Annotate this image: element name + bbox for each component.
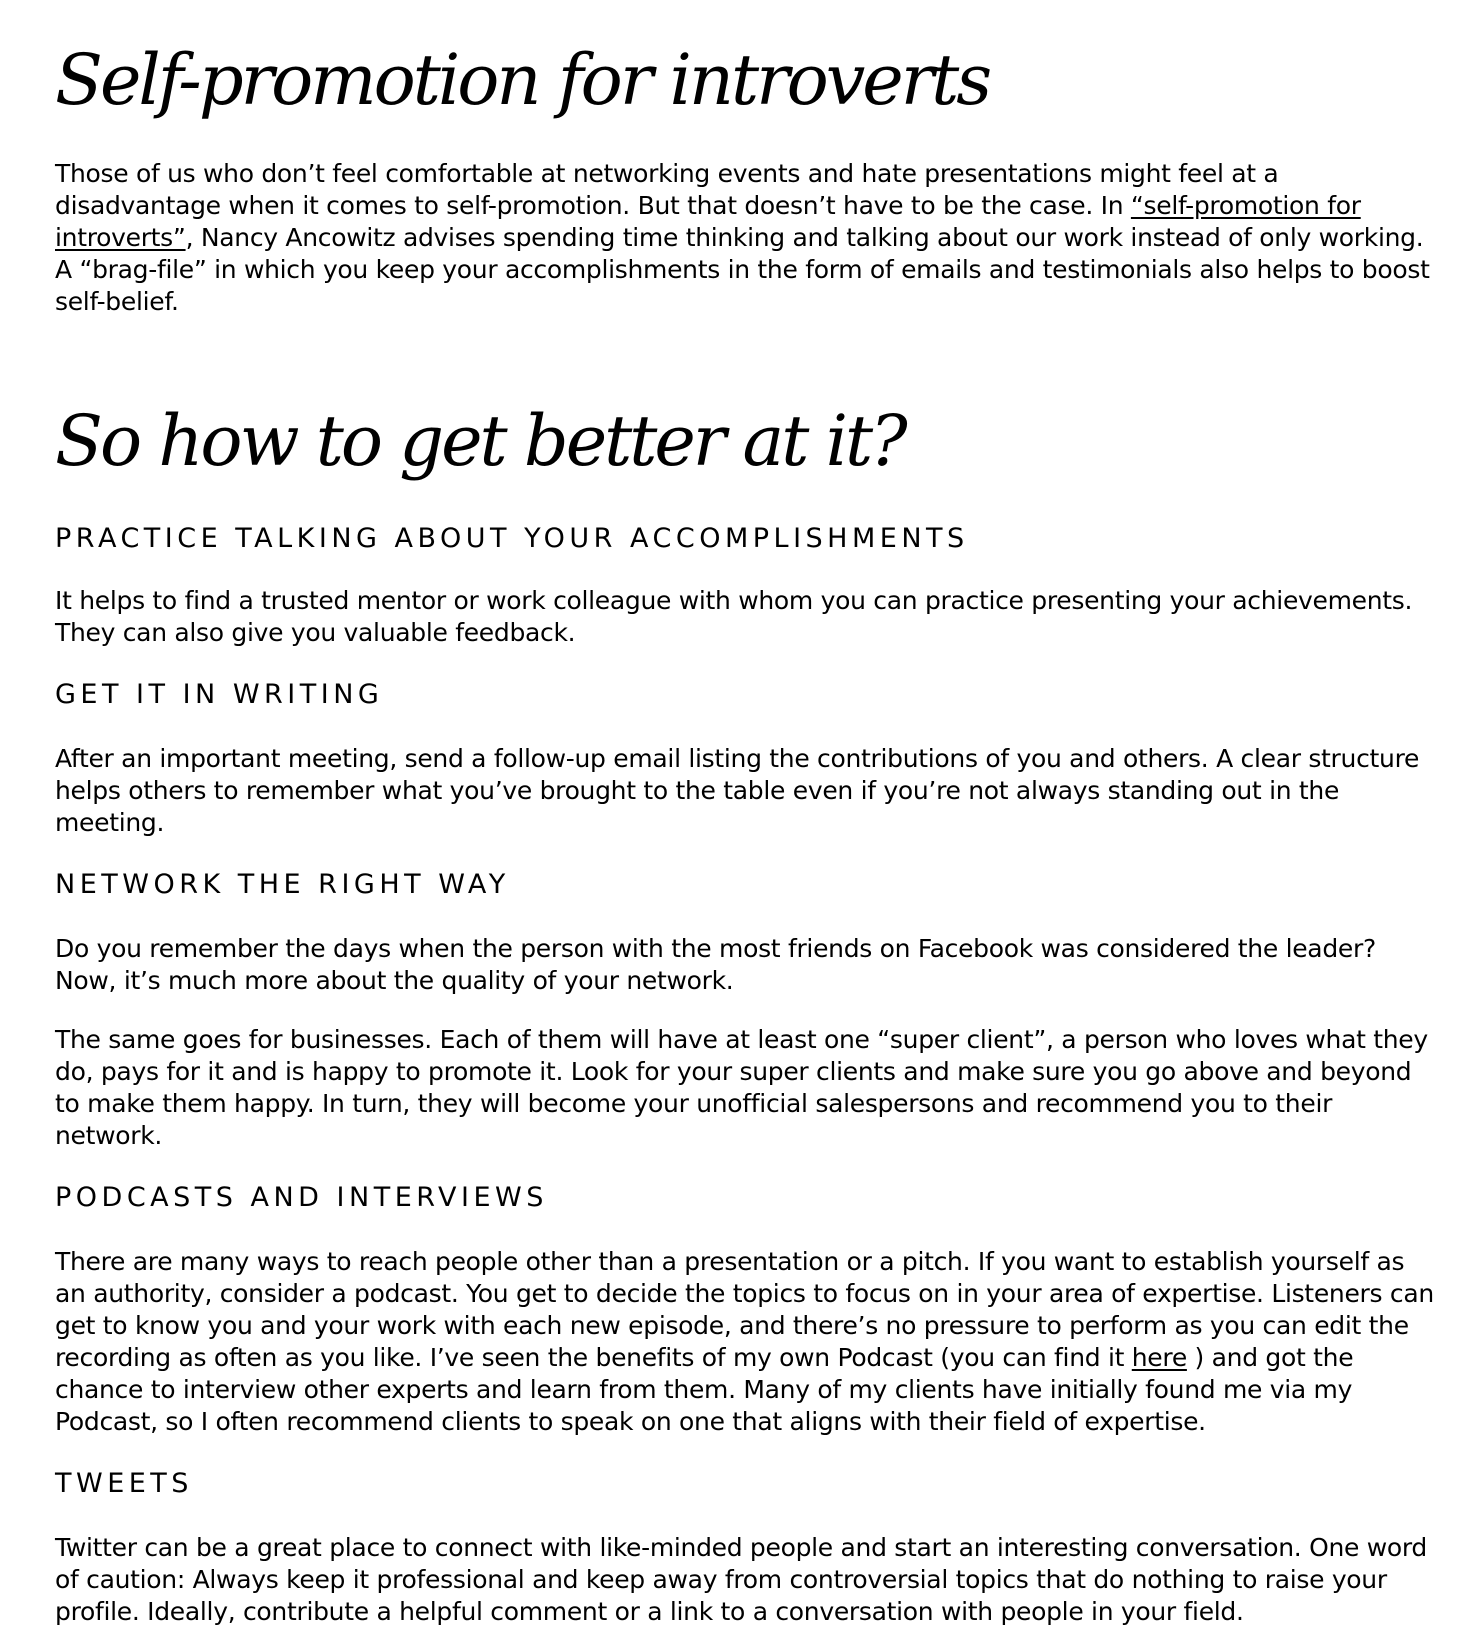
section-heading-practice: PRACTICE TALKING ABOUT YOUR ACCOMPLISHMENTS xyxy=(55,523,969,554)
podcast-text-before-link: There are many ways to reach people other than a presentation or a pitch. If you want to establish yourself as an authority, consider a podcast. You get to decide the topics to focus on in your area of expertise. Listeners can get to know you and your work with each new episode, and there’s no pressure to perform as you can edit the recording as often as you like. I’ve seen the benefits of my own Podcast (you can find it xyxy=(55,1247,1434,1372)
paragraph-practice: It helps to find a trusted mentor or work colleague with whom you can practice presenting your achievements. They can also give you valuable feedback. xyxy=(55,586,1413,647)
section-network xyxy=(55,869,1435,1152)
article-title: Self-promotion for introverts xyxy=(55,39,990,121)
intro-text-before-link: Those of us who don’t feel comfortable at networking events and hate presentations might feel at a disadvantage when it comes to self-promotion. But that doesn’t have to be the case. In xyxy=(55,159,1279,220)
self-promotion-book-link[interactable]: “self-promotion for introverts” xyxy=(55,191,1361,252)
paragraph-writing: After an important meeting, send a follow-up email listing the contributions of you and others. A clear structure helps others to remember what you’ve brought to the table even if you’re not always standing out in the meeting. xyxy=(55,744,1420,837)
section-heading-writing: GET IT IN WRITING xyxy=(55,679,384,710)
podcast-text-after-link: ) and got the chance to interview other experts and learn from them. Many of my clients have initially found me via my Podcast, so I often recommend clients to speak on one that aligns with their field of expertise. xyxy=(55,1343,1354,1436)
section-podcasts xyxy=(55,1182,1435,1438)
section-practice xyxy=(55,523,1435,649)
paragraph-network-1: Do you remember the days when the person with the most friends on Facebook was considered the leader? Now, it’s much more about the quality of your network. xyxy=(55,934,1376,995)
section-tweets xyxy=(55,1468,1435,1628)
paragraph-podcasts xyxy=(55,1246,1435,1438)
paragraph-network-2: The same goes for businesses. Each of them will have at least one “super client”, a person who loves what they do, pays for it and is happy to promote it. Look for your super clients and make sure you go above and beyond to make them happy. In turn, they will become your unofficial salespersons and recommend you to their network. xyxy=(55,1025,1428,1150)
section-writing xyxy=(55,679,1435,839)
intro-paragraph xyxy=(55,158,1435,318)
section-heading-podcasts: PODCASTS AND INTERVIEWS xyxy=(55,1182,548,1213)
section-heading-network: NETWORK THE RIGHT WAY xyxy=(55,869,510,900)
paragraph-tweets: Twitter can be a great place to connect with like-minded people and start an interesting conversation. One word of caution: Always keep it professional and keep away from controversial topics that do nothing to raise your profile. Ideally, contribute a helpful comment or a link to a conversation with people in your field. xyxy=(55,1533,1427,1626)
intro-text-after-link: , Nancy Ancowitz advises spending time thinking and talking about our work instead of only working. A “brag-file” in which you keep your accomplishments in the form of emails and testimonials also helps to boost self-belief. xyxy=(55,223,1430,316)
section-title: So how to get better at it? xyxy=(55,400,905,482)
section-heading-tweets: TWEETS xyxy=(55,1468,193,1499)
podcast-link[interactable]: here xyxy=(1131,1343,1187,1372)
